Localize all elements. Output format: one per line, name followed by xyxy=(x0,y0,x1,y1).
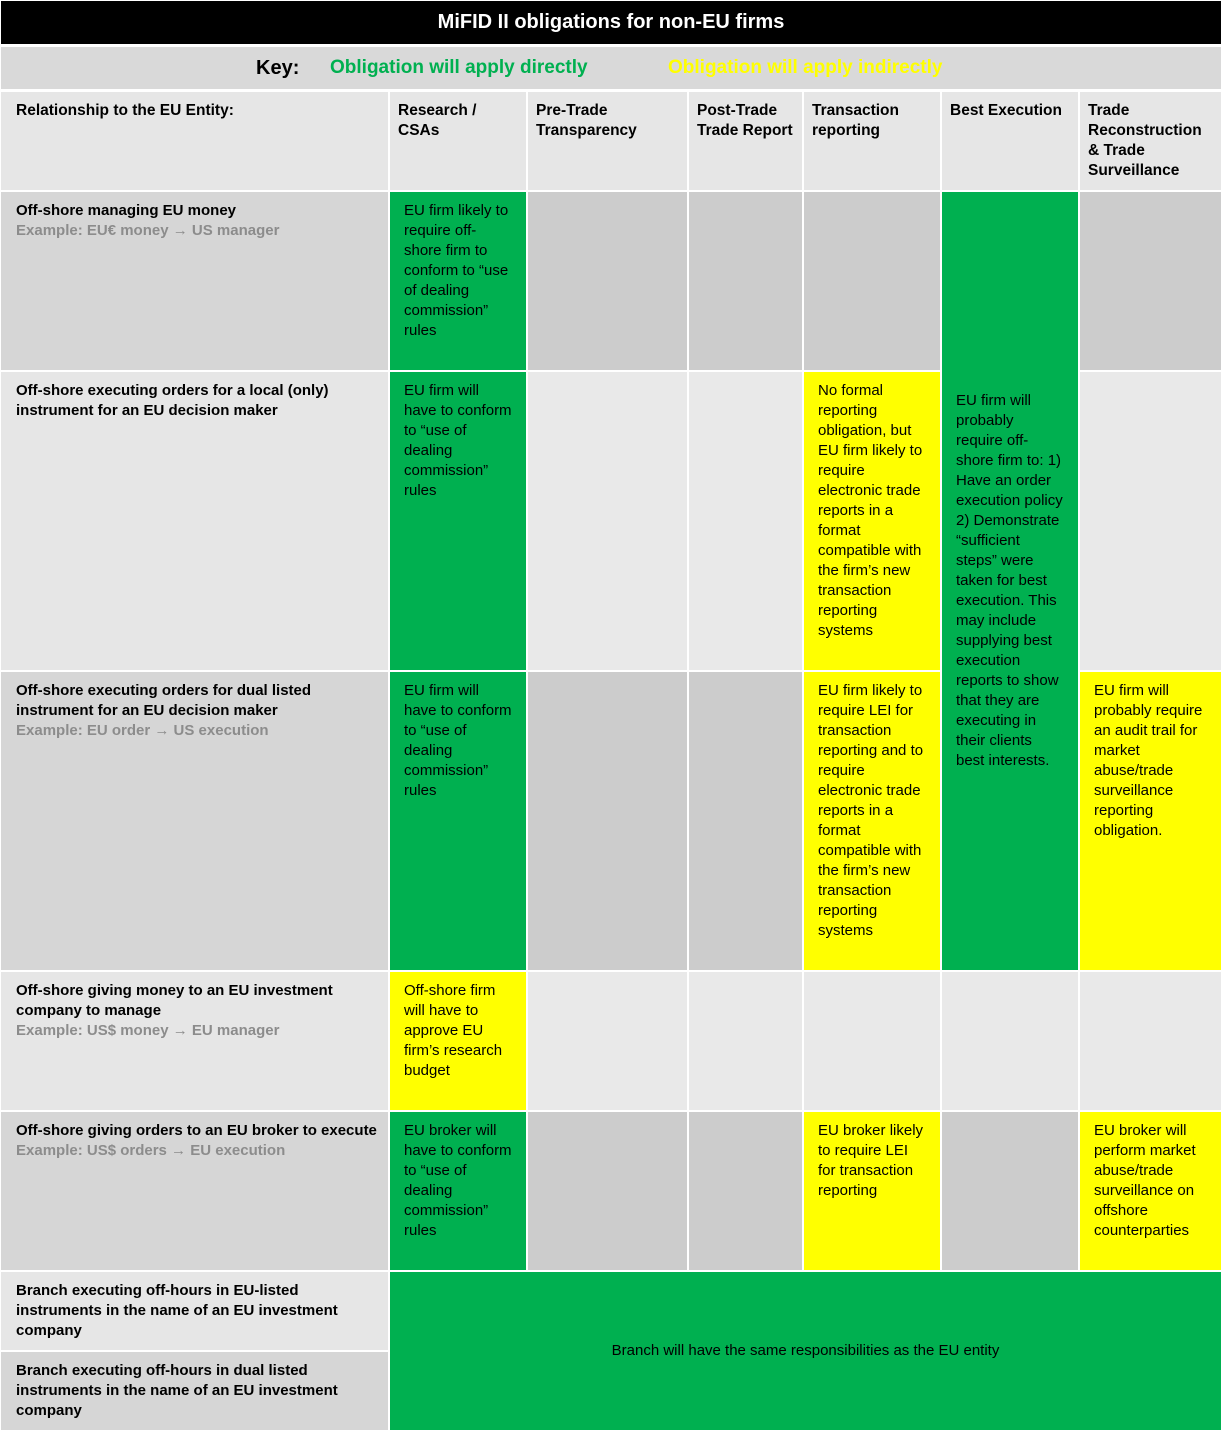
row-5-recon xyxy=(1080,1112,1221,1270)
row-3-pretrade xyxy=(528,672,687,970)
row-4-posttrade xyxy=(689,972,802,1110)
row-5-bestex xyxy=(942,1112,1078,1270)
row-3-title: Off-shore executing orders for dual listed instrument for an EU decision maker xyxy=(16,682,312,719)
row-4-label xyxy=(1,972,388,1110)
row-1-transaction xyxy=(804,192,940,370)
row-5-pretrade xyxy=(528,1112,687,1270)
header-recon-text: Trade Reconstruction & Trade Surveillance xyxy=(1088,102,1202,179)
header-bestex xyxy=(942,92,1078,190)
row-2-recon xyxy=(1080,372,1221,670)
page-title: MiFID II obligations for non-EU firms xyxy=(437,11,785,33)
header-transaction-text: Transaction reporting xyxy=(812,102,899,139)
row-1-research xyxy=(390,192,526,370)
row-4-title: Off-shore giving money to an EU investment company to manage xyxy=(16,982,333,1019)
row-5-research xyxy=(390,1112,526,1270)
row-2-label xyxy=(1,372,388,670)
header-posttrade xyxy=(689,92,802,190)
row-5-label xyxy=(1,1112,388,1270)
header-transaction xyxy=(804,92,940,190)
header-recon xyxy=(1080,92,1221,190)
row-2-posttrade xyxy=(689,372,802,670)
header-posttrade-text: Post-Trade Trade Report xyxy=(697,102,793,139)
row-3-transaction xyxy=(804,672,940,970)
key-label: Key: xyxy=(256,56,300,79)
row-1-example: Example: EU€ money → US manager xyxy=(16,222,280,239)
row-5-research-text: EU broker will have to conform to “use of dealing commission” rules xyxy=(404,1122,512,1239)
row-3-recon xyxy=(1080,672,1221,970)
row-4-example: Example: US$ money → EU manager xyxy=(16,1022,280,1039)
row-6-title: Branch executing off-hours in EU-listed instruments in the name of an EU investment company xyxy=(16,1282,338,1339)
title-bar xyxy=(1,1,1221,44)
branch-responsibilities-text: Branch will have the same responsibilities as the EU entity xyxy=(611,1342,1000,1359)
row-3-research-text: EU firm will have to conform to “use of dealing commission” rules xyxy=(404,682,512,799)
row-4-research-text: Off-shore firm will have to approve EU firm’s research budget xyxy=(404,982,503,1079)
row-3-recon-text: EU firm will probably require an audit trail for market abuse/trade surveillance reporting obligation. xyxy=(1094,682,1203,839)
row-5-transaction-text: EU broker likely to require LEI for transaction reporting xyxy=(818,1122,924,1199)
key-indirect-label: Obligation will apply indirectly xyxy=(668,57,943,78)
row-1-pretrade xyxy=(528,192,687,370)
branch-responsibilities-cell xyxy=(390,1272,1221,1430)
row-3-posttrade xyxy=(689,672,802,970)
best-execution-text: EU firm will probably require off-shore firm to: 1) Have an order execution policy 2) Demonstrate “sufficient steps” were taken for best execution. This may include supplying best execution reports to show that they are executing in their clients best interests. xyxy=(956,392,1063,769)
header-research xyxy=(390,92,526,190)
header-pretrade xyxy=(528,92,687,190)
row-1-posttrade xyxy=(689,192,802,370)
key-direct-label: Obligation will apply directly xyxy=(330,57,588,78)
header-research-text: Research / CSAs xyxy=(398,102,477,139)
header-pretrade-text: Pre-Trade Transparency xyxy=(536,102,637,139)
row-4-recon xyxy=(1080,972,1221,1110)
key-bar xyxy=(1,47,1221,89)
row-2-research xyxy=(390,372,526,670)
row-3-example: Example: EU order → US execution xyxy=(16,722,269,739)
header-bestex-text: Best Execution xyxy=(950,102,1062,119)
header-relationship xyxy=(1,92,388,190)
row-2-title: Off-shore executing orders for a local (only) instrument for an EU decision maker xyxy=(16,382,329,419)
row-1-recon xyxy=(1080,192,1221,370)
row-1-research-text: EU firm likely to require off-shore firm to conform to “use of dealing commission” rules xyxy=(404,202,509,339)
row-4-research xyxy=(390,972,526,1110)
row-4-transaction xyxy=(804,972,940,1110)
best-execution-cell xyxy=(942,192,1078,970)
row-2-transaction xyxy=(804,372,940,670)
row-4-pretrade xyxy=(528,972,687,1110)
row-3-transaction-text: EU firm likely to require LEI for transaction reporting and to require electronic trade reports in a format compatible with the firm’s new transaction reporting systems xyxy=(818,682,924,939)
row-5-title: Off-shore giving orders to an EU broker to execute xyxy=(16,1122,377,1139)
row-5-recon-text: EU broker will perform market abuse/trade surveillance on offshore counterparties xyxy=(1094,1122,1196,1239)
row-7-label xyxy=(1,1352,388,1430)
row-5-example: Example: US$ orders → EU execution xyxy=(16,1142,286,1159)
row-2-research-text: EU firm will have to conform to “use of dealing commission” rules xyxy=(404,382,512,499)
row-5-transaction xyxy=(804,1112,940,1270)
header-relationship-text: Relationship to the EU Entity: xyxy=(16,102,234,119)
row-3-label xyxy=(1,672,388,970)
row-1-title: Off-shore managing EU money xyxy=(16,202,237,219)
row-2-transaction-text: No formal reporting obligation, but EU firm likely to require electronic trade reports in a format compatible with the firm’s new transaction reporting systems xyxy=(818,382,923,639)
row-4-bestex xyxy=(942,972,1078,1110)
row-7-title: Branch executing off-hours in dual listed instruments in the name of an EU investment company xyxy=(16,1362,338,1419)
row-6-label xyxy=(1,1272,388,1350)
row-2-pretrade xyxy=(528,372,687,670)
row-5-posttrade xyxy=(689,1112,802,1270)
row-3-research xyxy=(390,672,526,970)
row-1-label xyxy=(1,192,388,370)
